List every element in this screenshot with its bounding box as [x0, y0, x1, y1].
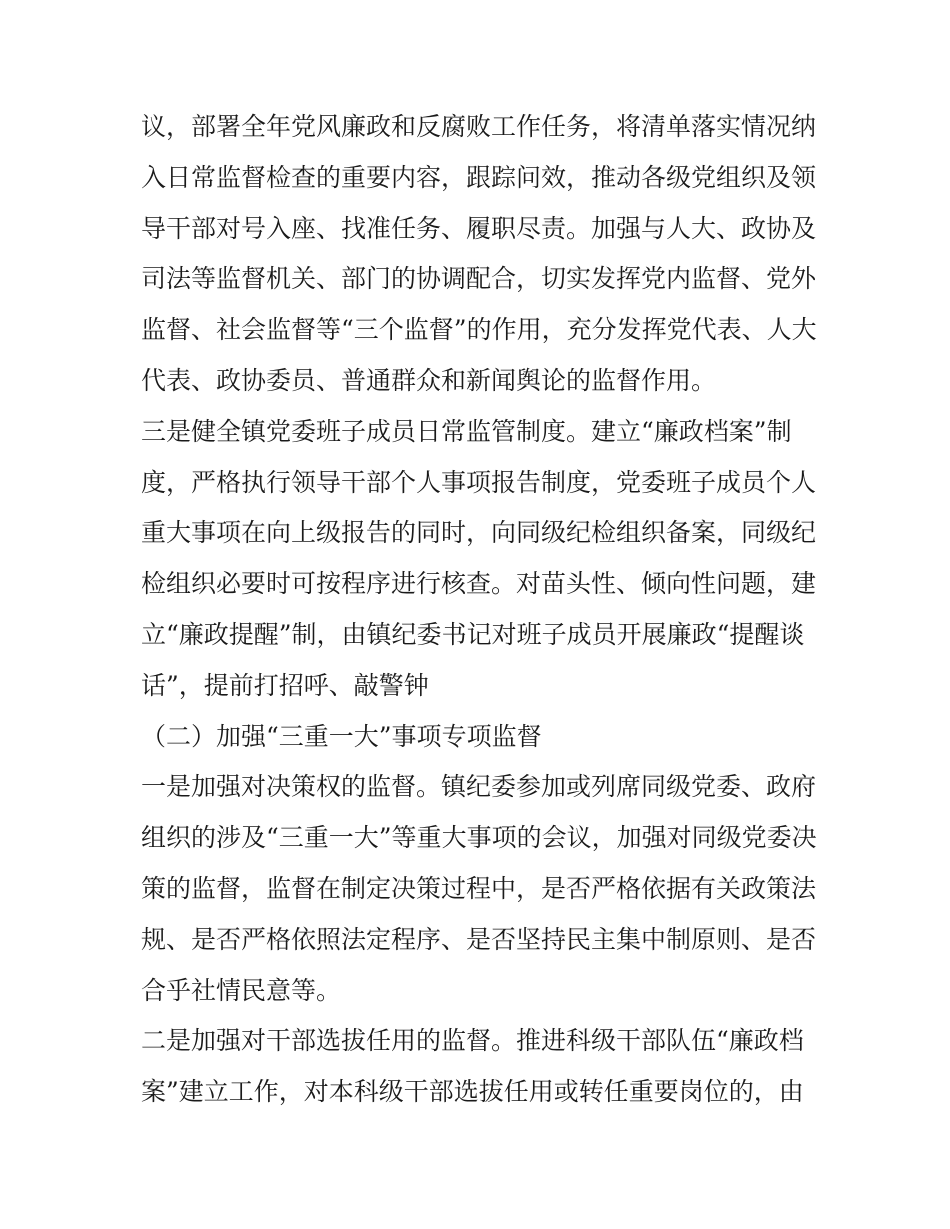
document-body — [141, 102, 821, 1118]
text-line: 案”建立工作，对本科级干部选拔任用或转任重要岗位的，由 — [141, 1077, 804, 1107]
text-line: 检组织必要时可按程序进行核查。对苗头性、倾向性问题，建 — [141, 569, 817, 599]
text-line: 策的监督，监督在制定决策过程中，是否严格依据有关政策法 — [141, 873, 817, 903]
section-heading: （二）加强“三重一大”事项专项监督 — [141, 721, 542, 751]
text-line: 导干部对号入座、找准任务、履职尽责。加强与人大、政协及 — [141, 213, 817, 243]
text-line: 三是健全镇党委班子成员日常监管制度。建立“廉政档案”制 — [141, 416, 792, 446]
text-line: 规、是否严格依照法定程序、是否坚持民主集中制原则、是否 — [141, 924, 817, 954]
text-line: 代表、政协委员、普通群众和新闻舆论的监督作用。 — [141, 365, 717, 395]
text-line: 二是加强对干部选拔任用的监督。推进科级干部队伍“廉政档 — [141, 1026, 804, 1056]
text-line: 议，部署全年党风廉政和反腐败工作任务，将清单落实情况纳 — [141, 112, 817, 141]
text-line: 组织的涉及“三重一大”等重大事项的会议，加强对同级党委决 — [141, 823, 817, 853]
text-line: 话”，提前打招呼、敲警钟 — [141, 670, 429, 700]
text-line: 入日常监督检查的重要内容，跟踪问效，推动各级党组织及领 — [141, 162, 817, 192]
text-line: 监督、社会监督等“三个监督”的作用，充分发挥党代表、人大 — [141, 315, 817, 345]
text-line: 度，严格执行领导干部个人事项报告制度，党委班子成员个人 — [141, 467, 817, 497]
text-line: 重大事项在向上级报告的同时，向同级纪检组织备案，同级纪 — [141, 518, 817, 548]
text-line: 合乎社情民意等。 — [141, 975, 342, 1005]
text-line: 一是加强对决策权的监督。镇纪委参加或列席同级党委、政府 — [141, 772, 817, 802]
text-line: 立“廉政提醒”制，由镇纪委书记对班子成员开展廉政“提醒谈 — [141, 619, 805, 649]
text-line: 司法等监督机关、部门的协调配合，切实发挥党内监督、党外 — [141, 264, 817, 294]
